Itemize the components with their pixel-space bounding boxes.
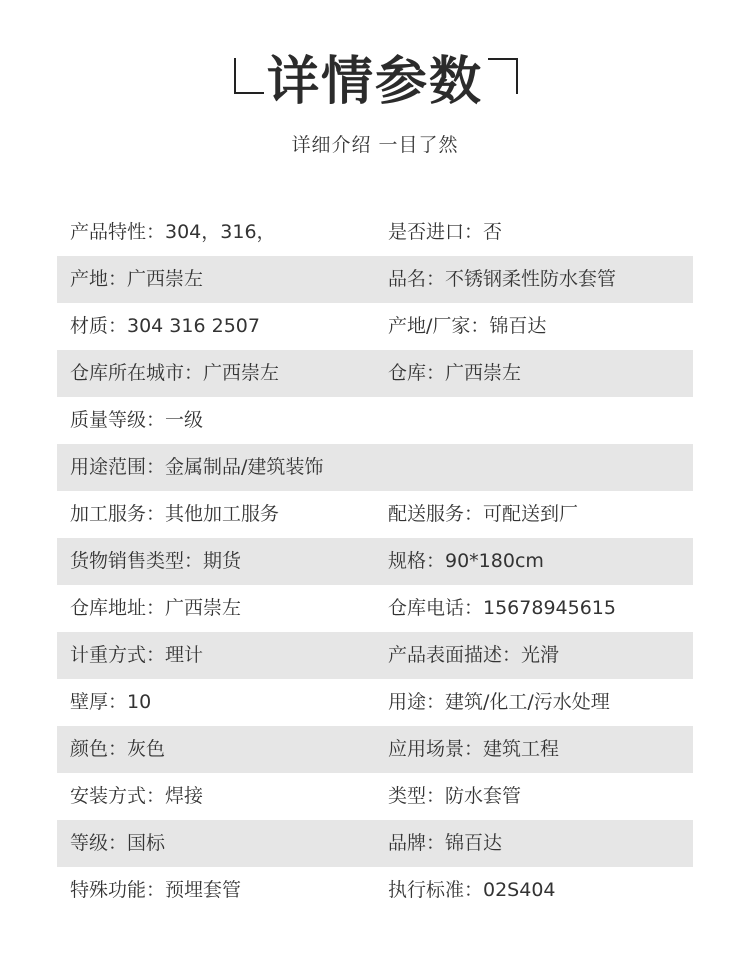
spec-row [57,867,693,914]
spec-row [57,726,693,773]
spec-left: 颜色：灰色 [70,738,166,760]
spec-right: 仓库：广西崇左 [388,362,522,384]
spec-right: 产品表面描述：光滑 [388,644,560,666]
spec-left: 仓库地址：广西崇左 [70,597,242,619]
spec-right: 产地/厂家：锦百达 [388,315,547,337]
page-subtitle: 详细介绍 一目了然 [291,134,459,156]
spec-row [57,209,693,256]
spec-left: 材质：304 316 2507 [70,315,260,337]
spec-right: 是否进口：否 [388,221,503,243]
spec-row [57,350,693,397]
spec-left: 产地：广西崇左 [70,268,204,290]
spec-row [57,444,693,491]
spec-right: 类型：防水套管 [388,785,522,807]
spec-row [57,303,693,350]
spec-row [57,679,693,726]
spec-right: 应用场景：建筑工程 [388,738,560,760]
spec-left: 产品特性：304，316， [70,221,276,243]
spec-left: 加工服务：其他加工服务 [70,503,280,525]
spec-right: 仓库电话：15678945615 [388,597,616,619]
spec-row [57,632,693,679]
spec-left: 货物销售类型：期货 [70,550,242,572]
spec-row [57,256,693,303]
spec-left: 壁厚：10 [70,691,152,713]
spec-right: 配送服务：可配送到厂 [388,503,579,525]
spec-row [57,491,693,538]
spec-left: 计重方式：理计 [70,644,204,666]
spec-right: 品名：不锈钢柔性防水套管 [388,268,617,290]
spec-left: 用途范围：金属制品/建筑装饰 [70,456,324,478]
spec-right: 用途：建筑/化工/污水处理 [388,691,610,713]
spec-left: 等级：国标 [70,832,166,854]
spec-row [57,397,693,444]
spec-row [57,820,693,867]
spec-left: 仓库所在城市：广西崇左 [70,362,280,384]
header [0,0,750,200]
spec-row [57,585,693,632]
spec-right: 品牌：锦百达 [388,832,503,854]
page-title: 详情参数 [266,52,483,112]
spec-left: 质量等级：一级 [70,409,204,431]
spec-right: 执行标准：02S404 [388,879,556,901]
spec-row [57,773,693,820]
spec-row [57,538,693,585]
spec-left: 安装方式：焊接 [70,785,204,807]
spec-right: 规格：90*180cm [388,550,544,572]
spec-left: 特殊功能：预埋套管 [70,879,242,901]
spec-table [57,209,693,914]
